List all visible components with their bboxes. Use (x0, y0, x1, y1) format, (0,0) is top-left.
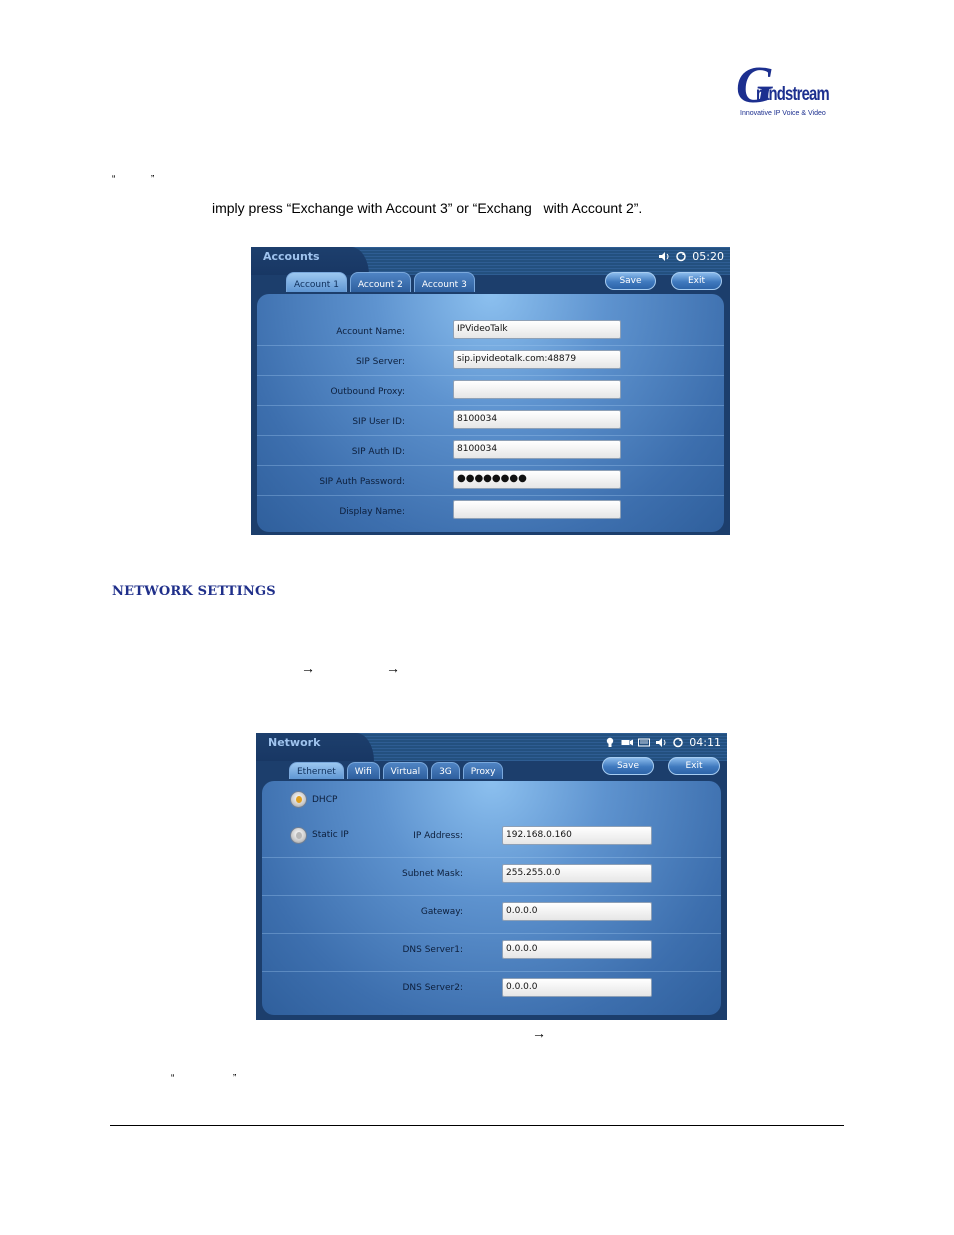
accounts-title-tab (251, 247, 369, 275)
sip-auth-id-label: SIP Auth ID: (351, 447, 405, 457)
form-row (257, 466, 724, 496)
lightbulb-icon (604, 737, 616, 748)
sip-auth-password-label: SIP Auth Password: (319, 477, 405, 487)
form-row (257, 346, 724, 376)
tab-account-1[interactable]: Account 1 (286, 272, 347, 292)
display-name-field[interactable] (453, 500, 621, 519)
network-status (604, 736, 721, 749)
accounts-form-panel (257, 294, 724, 532)
speaker-icon (658, 251, 670, 262)
camera-icon (621, 737, 633, 748)
sync-icon (675, 251, 687, 262)
sip-server-field[interactable]: sip.ipvideotalk.com:48879 (453, 350, 621, 369)
tab-wifi[interactable]: Wifi (347, 762, 380, 779)
arrow-3: → (532, 1025, 546, 1041)
keyboard-icon (638, 737, 650, 748)
speaker-icon (655, 737, 667, 748)
accounts-screen (251, 247, 730, 535)
network-tabs (289, 762, 503, 779)
network-exit-button[interactable]: Exit (668, 757, 720, 775)
dhcp-label: DHCP (312, 795, 338, 805)
tab-account-2[interactable]: Account 2 (350, 272, 411, 292)
quote-open-bottom: “ (171, 1073, 175, 1084)
gateway-field[interactable]: 0.0.0.0 (502, 902, 652, 921)
subnet-mask-label: Subnet Mask: (402, 869, 463, 879)
sip-server-label: SIP Server: (355, 357, 405, 367)
tab-virtual[interactable]: Virtual (383, 762, 428, 779)
form-row (262, 896, 721, 934)
accounts-status (658, 250, 724, 263)
tab-ethernet[interactable]: Ethernet (289, 762, 344, 779)
form-row (262, 972, 721, 1010)
tab-account-3[interactable]: Account 3 (414, 272, 475, 292)
display-name-label: Display Name: (339, 507, 405, 517)
arrow-2: → (386, 660, 400, 676)
network-form-panel (262, 781, 721, 1015)
subnet-mask-field[interactable]: 255.255.0.0 (502, 864, 652, 883)
quote-open-top: “ (112, 174, 116, 185)
form-row (257, 406, 724, 436)
accounts-title: Accounts (263, 250, 320, 263)
accounts-save-button[interactable]: Save (605, 272, 656, 290)
arrow-1: → (301, 660, 315, 676)
body-text-exchange: imply press “Exchange with Account 3” or “Exchang with Account 2”. (212, 200, 643, 216)
accounts-tabs (286, 272, 475, 292)
tab-3g[interactable]: 3G (431, 762, 460, 779)
outbound-proxy-field[interactable] (453, 380, 621, 399)
gateway-label: Gateway: (420, 907, 463, 917)
dns-server1-label: DNS Server1: (402, 945, 463, 955)
dhcp-radio[interactable] (290, 791, 307, 808)
quote-close-top: ” (151, 174, 155, 185)
logo-tagline: Innovative IP Voice & Video (740, 110, 826, 117)
network-title: Network (268, 736, 321, 749)
network-settings-heading: NETWORK SETTINGS (112, 584, 276, 599)
dns-server1-field[interactable]: 0.0.0.0 (502, 940, 652, 959)
dns-server2-label: DNS Server2: (402, 983, 463, 993)
outbound-proxy-label: Outbound Proxy: (330, 387, 405, 397)
form-row (262, 934, 721, 972)
accounts-clock: 05:20 (692, 250, 724, 263)
network-save-button[interactable]: Save (602, 757, 654, 775)
logo-letter: G (736, 57, 774, 114)
radio-selected-dot (296, 796, 302, 803)
sip-user-id-label: SIP User ID: (352, 417, 405, 427)
form-row (262, 820, 721, 858)
static-ip-label: Static IP (312, 830, 349, 840)
form-row (262, 858, 721, 896)
network-title-tab (256, 733, 374, 761)
sip-auth-password-field[interactable]: ●●●●●●●● (453, 470, 621, 489)
accounts-exit-button[interactable]: Exit (671, 272, 722, 290)
form-row (257, 316, 724, 346)
form-row (257, 436, 724, 466)
tab-proxy[interactable]: Proxy (463, 762, 504, 779)
grandstream-logo (736, 57, 840, 120)
logo-word: randstream (756, 84, 829, 105)
account-name-field[interactable]: IPVideoTalk (453, 320, 621, 339)
ip-address-label: IP Address: (413, 831, 463, 841)
ip-address-field[interactable]: 192.168.0.160 (502, 826, 652, 845)
sip-auth-id-field[interactable]: 8100034 (453, 440, 621, 459)
network-screen (256, 733, 727, 1020)
network-clock: 04:11 (689, 736, 721, 749)
dns-server2-field[interactable]: 0.0.0.0 (502, 978, 652, 997)
footer-divider (110, 1125, 844, 1126)
account-name-label: Account Name: (336, 327, 405, 337)
form-row (257, 496, 724, 526)
quote-close-bottom: ” (233, 1073, 237, 1084)
sync-icon (672, 737, 684, 748)
form-row (257, 376, 724, 406)
sip-user-id-field[interactable]: 8100034 (453, 410, 621, 429)
